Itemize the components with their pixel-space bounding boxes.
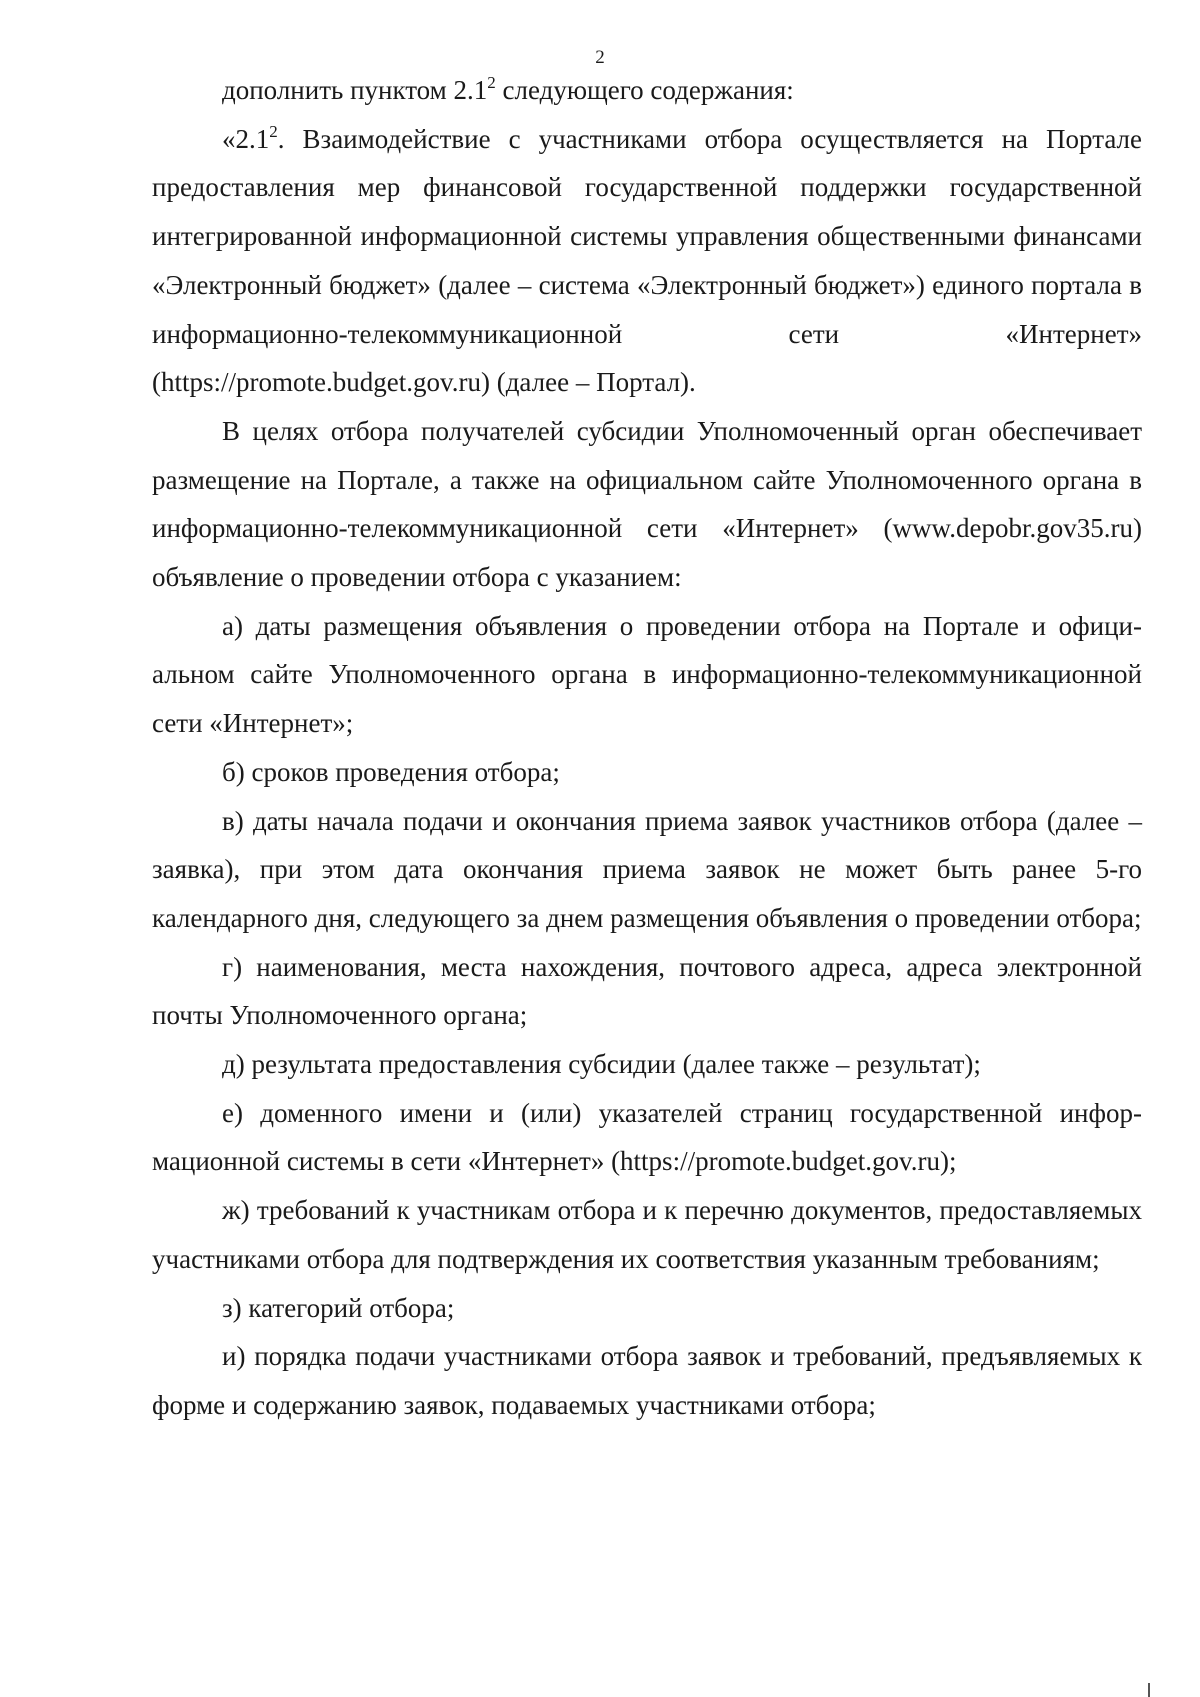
- page-number: 2: [595, 47, 605, 68]
- list-item-e: е) доменного имени и (или) указателей страниц государственной информационной системы в сети «Интернет» (https://promote.budget.gov.ru);: [152, 1097, 1142, 1177]
- list-item-a: а) даты размещения объявления о проведении отбора на Портале и официальном сайте Уполномоченного органа в информационно-телекоммуникационной сети «Интернет»;: [152, 610, 1142, 739]
- paragraph-text: дополнить пунктом 2.1: [222, 75, 488, 105]
- list-item-zh: ж) требований к участникам отбора и к перечню документов, предоставляемых участниками отбора для подтверждения их соответствия указанным требованиям;: [152, 1195, 1142, 1274]
- paragraph-text: «2.1: [222, 123, 270, 154]
- list-item-d: д) результата предоставления субсидии (далее также – результат);: [222, 1049, 981, 1080]
- superscript: 2: [487, 73, 496, 92]
- document-body: [152, 66, 1142, 1430]
- paragraph-text: следующего содержания:: [495, 75, 794, 105]
- list-item-g: г) наименования, места нахождения, почтового адреса, адреса электронной почты Уполномоченного органа;: [152, 951, 1142, 1031]
- paragraph-clause-2-1-2: [152, 115, 1142, 407]
- paragraph-selection-purpose: В целях отбора получателей субсидии Уполномоченный орган обеспечивает размещение на Портале, а также на официальном сайте Уполномоченного органа в информационно-телекоммуникационной сети «Интернет» (www.depobr.gov35.ru) объявление о проведении отбора с указанием:: [152, 415, 1142, 593]
- paragraph-amendment-intro: [152, 66, 1142, 115]
- list-item-b: б) сроков проведения отбора;: [222, 756, 560, 787]
- superscript: 2: [269, 121, 278, 141]
- scan-artifact-mark: [1148, 1683, 1150, 1697]
- list-item-z: з) категорий отбора;: [222, 1292, 455, 1323]
- paragraph-text: . Взаимодействие с участниками отбора осуществляется на Портале предоставления мер финансовой государственной поддержки государственной интегрированной информационной системы управления общественными финансами «Электронный бюджет» (далее – система «Электронный бюджет») единого портала в информационно-телекоммуникационной сети «Интернет» (https://promote.budget.gov.ru) (далее – Портал).: [152, 123, 1142, 398]
- list-item-v: в) даты начала подачи и окончания приема заявок участников отбора (далее – заявка), при этом дата окончания приема заявок не может быть ранее 5-го календарного дня, следующего за днем размещения объявления о проведении отбора;: [152, 805, 1142, 933]
- list-item-i: и) порядка подачи участниками отбора заявок и требований, предъявляемых к форме и содержанию заявок, подаваемых участниками отбора;: [152, 1341, 1142, 1420]
